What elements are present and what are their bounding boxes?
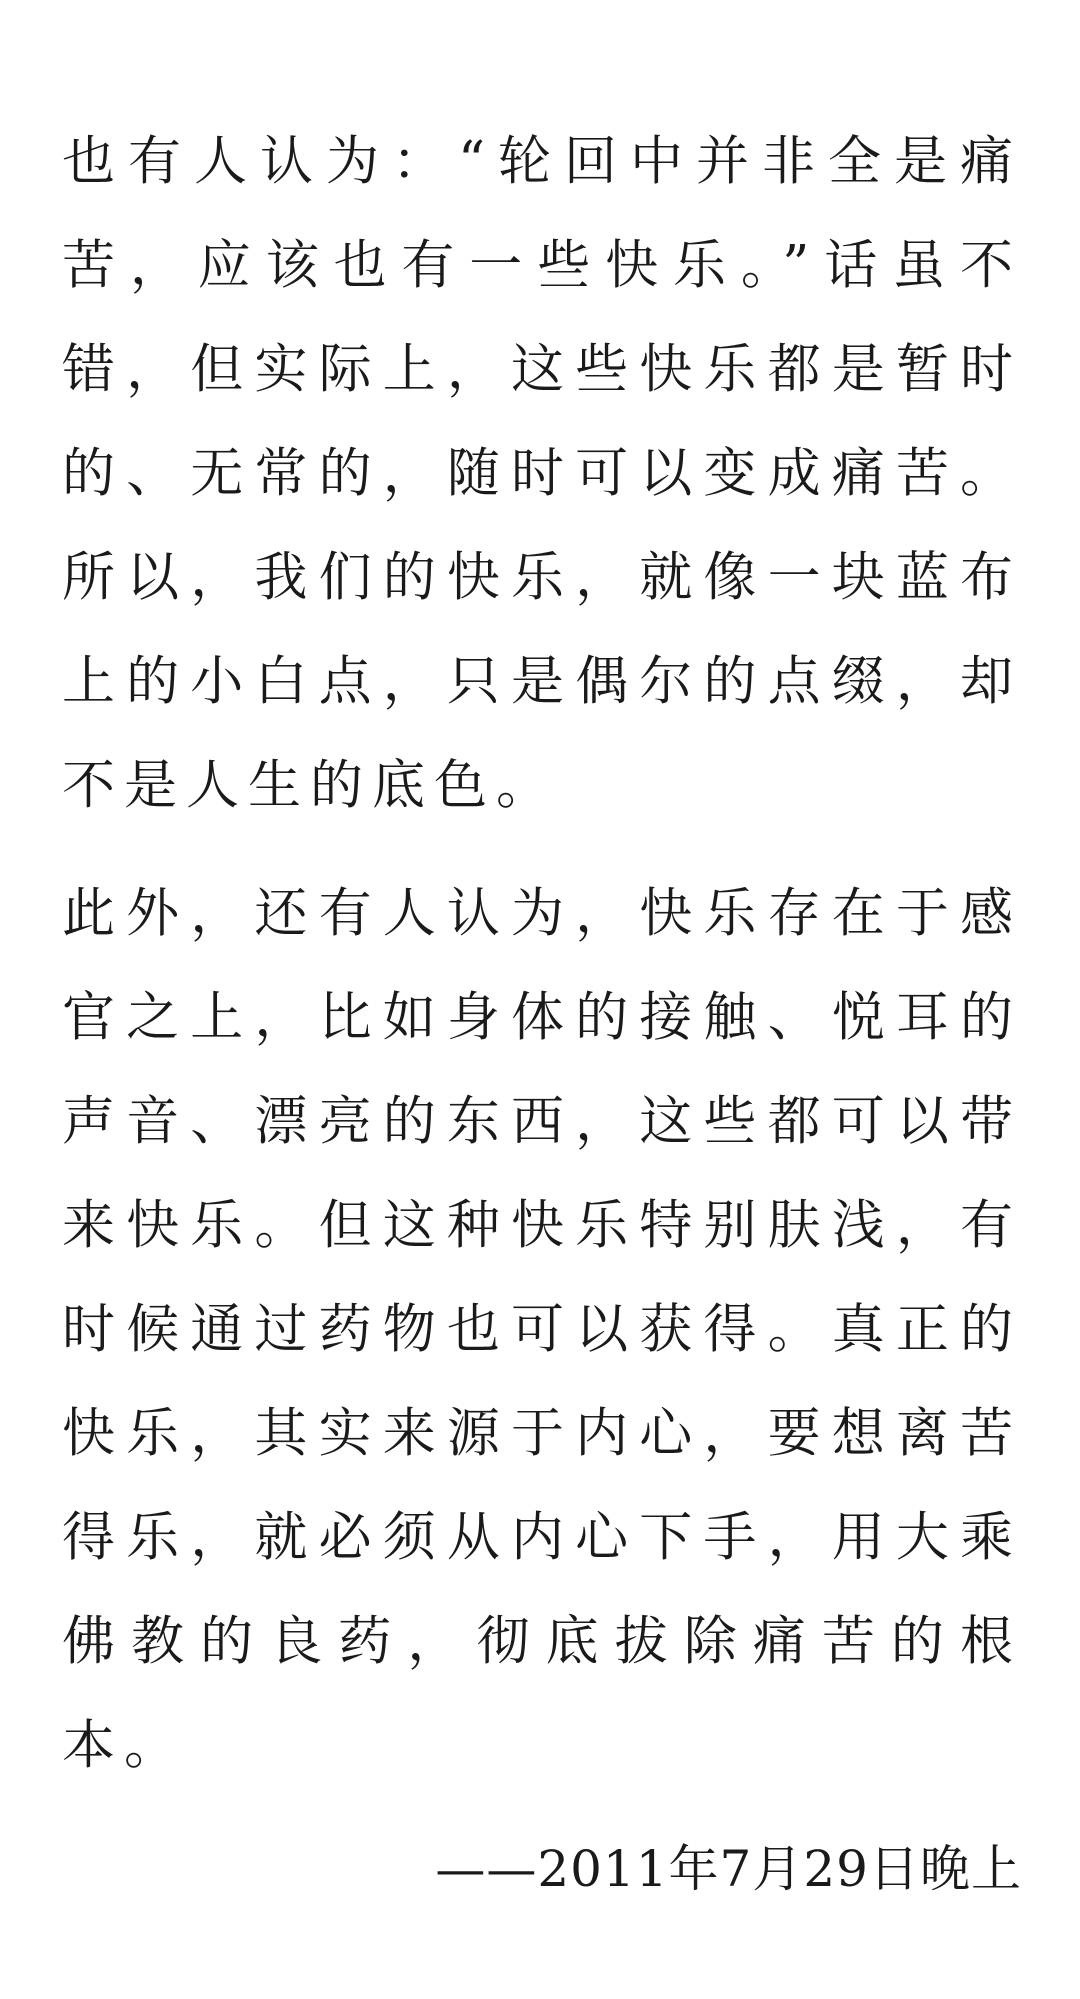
- text-line: 佛教的良药，彻底拔除痛苦的根: [62, 1611, 1022, 1672]
- text-line: 时候通过药物也可以获得。真正的: [62, 1299, 1022, 1360]
- paragraph-2: [62, 862, 1022, 1798]
- text-line: 此外，还有人认为，快乐存在于感: [62, 883, 1022, 944]
- text-line: 错，但实际上，这些快乐都是暂时: [62, 339, 1022, 400]
- text-line: 来快乐。但这种快乐特别肤浅，有: [62, 1195, 1022, 1256]
- text-line: 得乐，就必须从内心下手，用大乘: [62, 1507, 1022, 1568]
- text-line: 官之上，比如身体的接触、悦耳的: [62, 987, 1022, 1048]
- text-line: 快乐，其实来源于内心，要想离苦: [62, 1403, 1022, 1464]
- text-line: 声音、漂亮的东西，这些都可以带: [62, 1091, 1022, 1152]
- text-line: 不是人生的底色。: [62, 755, 558, 816]
- text-line: 也有人认为：“轮回中并非全是痛: [62, 131, 1022, 192]
- text-line: 苦，应该也有一些快乐。”话虽不: [62, 235, 1022, 296]
- date-signature: ——2011年7月29日晚上: [435, 1840, 1022, 1898]
- text-line: 上的小白点，只是偶尔的点缀，却: [62, 651, 1022, 712]
- text-line: 所以，我们的快乐，就像一块蓝布: [62, 547, 1022, 608]
- text-line: 的、无常的，随时可以变成痛苦。: [62, 443, 1022, 504]
- paragraph-1: [62, 110, 1022, 838]
- text-line: 本。: [62, 1715, 186, 1776]
